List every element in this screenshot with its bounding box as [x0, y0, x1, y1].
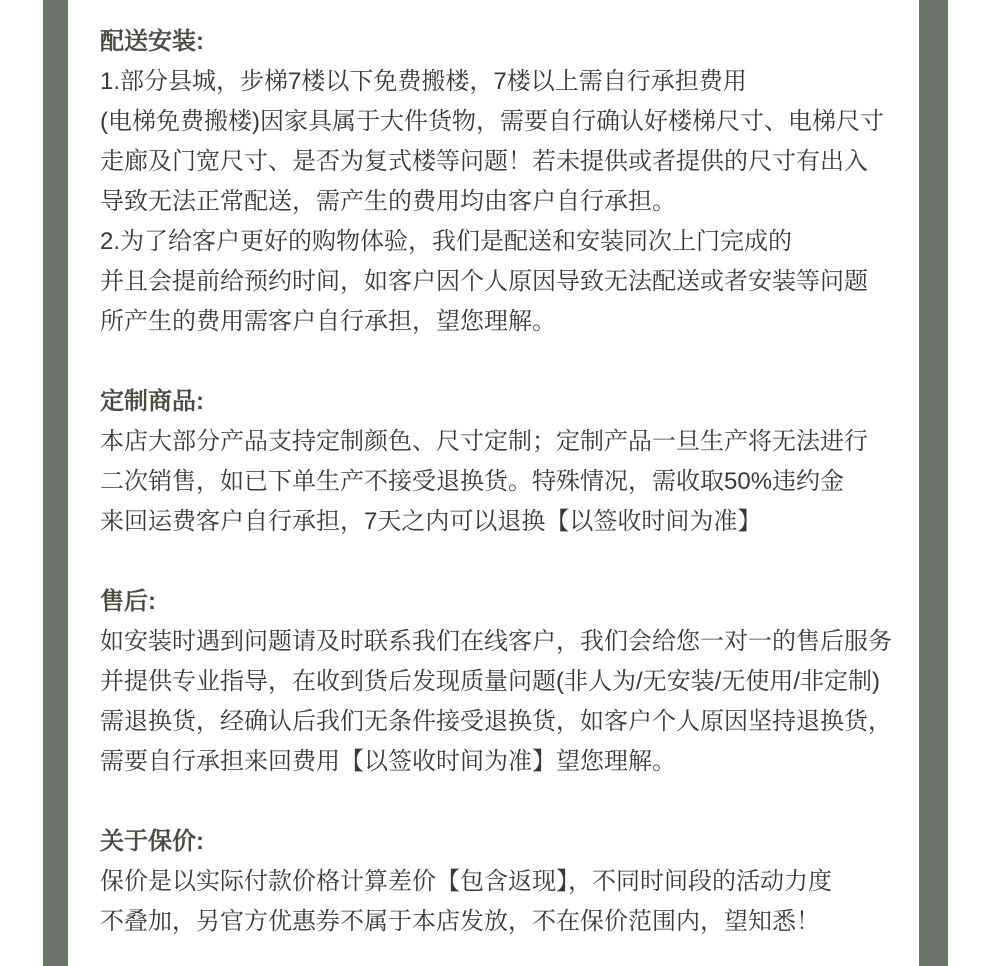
policy-line: 所产生的费用需客户自行承担，望您理解。 [100, 308, 556, 335]
policy-line: 并提供专业指导，在收到货后发现质量问题(非人为/无安装/无使用/非定制) [100, 668, 880, 695]
policy-line: 需要自行承担来回费用【以签收时间为准】望您理解。 [100, 748, 676, 775]
section-custom-products [100, 382, 891, 542]
section-heading: 售后: [100, 588, 156, 615]
policy-content-area [68, 0, 919, 966]
policy-line: 如安装时遇到问题请及时联系我们在线客户，我们会给您一对一的售后服务 [100, 628, 892, 655]
policy-line: (电梯免费搬楼)因家具属于大件货物，需要自行确认好楼梯尺寸、电梯尺寸 [100, 108, 884, 135]
left-margin [0, 0, 43, 966]
right-margin [948, 0, 990, 966]
right-band [919, 0, 948, 966]
section-delivery-install [100, 22, 891, 342]
section-heading: 定制商品: [100, 388, 204, 415]
section-heading: 关于保价: [100, 828, 204, 855]
section-price-protection [100, 822, 891, 942]
policy-line: 2.为了给客户更好的购物体验，我们是配送和安装同次上门完成的 [100, 228, 793, 255]
policy-line: 并且会提前给预约时间，如客户因个人原因导致无法配送或者安装等问题 [100, 268, 868, 295]
policy-line: 需退换货，经确认后我们无条件接受退换货，如客户个人原因坚持退换货， [100, 708, 892, 735]
left-band [43, 0, 68, 966]
policy-line: 不叠加，另官方优惠券不属于本店发放，不在保价范围内，望知悉！ [100, 908, 820, 935]
section-heading: 配送安装: [100, 28, 204, 55]
section-after-sales [100, 582, 891, 782]
policy-line: 导致无法正常配送，需产生的费用均由客户自行承担。 [100, 188, 676, 215]
policy-line: 保价是以实际付款价格计算差价【包含返现】，不同时间段的活动力度 [100, 868, 832, 895]
policy-line: 本店大部分产品支持定制颜色、尺寸定制；定制产品一旦生产将无法进行 [100, 428, 868, 455]
policy-line: 走廊及门宽尺寸、是否为复式楼等问题！若未提供或者提供的尺寸有出入 [100, 148, 868, 175]
policy-line: 二次销售，如已下单生产不接受退换货。特殊情况，需收取50%违约金 [100, 468, 845, 495]
policy-line: 1.部分县城，步梯7楼以下免费搬楼，7楼以上需自行承担费用 [100, 68, 747, 95]
policy-line: 来回运费客户自行承担，7天之内可以退换【以签收时间为准】 [100, 508, 762, 535]
